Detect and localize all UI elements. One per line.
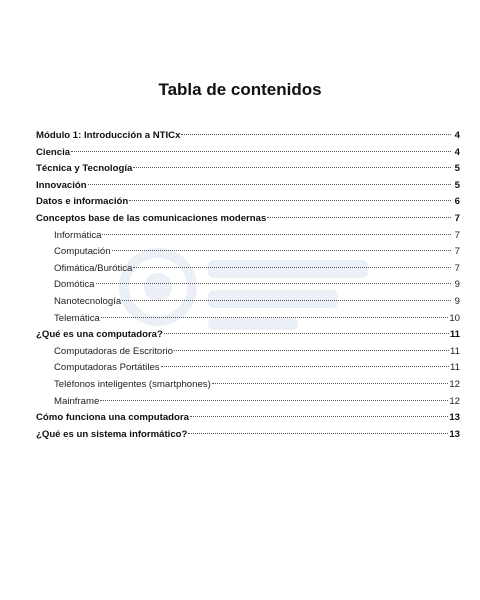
toc-entry-page: 7 <box>454 262 460 274</box>
toc-entry-page: 10 <box>449 312 460 324</box>
toc-entry[interactable] <box>36 427 460 444</box>
toc-entry[interactable] <box>36 228 460 245</box>
toc-entry-label: Conceptos base de las comunicaciones modernas <box>36 212 267 224</box>
toc-entry[interactable] <box>36 394 460 411</box>
toc-entry-page: 13 <box>449 412 460 424</box>
toc-entry[interactable] <box>36 178 460 195</box>
toc-entry-page: 11 <box>450 362 460 374</box>
toc-dot-leader <box>122 299 451 301</box>
toc-entry[interactable] <box>36 194 460 211</box>
toc-entry-page: 11 <box>450 345 460 357</box>
toc-dot-leader <box>174 349 449 351</box>
toc-dot-leader <box>190 415 448 417</box>
toc-entry-label: Informática <box>54 229 102 241</box>
toc-dot-leader <box>267 216 451 218</box>
toc-entry[interactable] <box>36 344 460 361</box>
toc-entry-page: 13 <box>449 428 460 440</box>
toc-entry-page: 4 <box>454 146 460 158</box>
toc-entry-page: 12 <box>449 395 460 407</box>
toc-dot-leader <box>212 382 449 384</box>
toc-entry-page: 7 <box>454 229 460 241</box>
table-of-contents <box>36 128 460 443</box>
toc-dot-leader <box>164 332 449 334</box>
toc-entry-label: Nanotecnología <box>54 295 122 307</box>
toc-entry-label: Computadoras de Escritorio <box>54 345 173 357</box>
toc-dot-leader <box>100 399 448 401</box>
toc-entry-label: Módulo 1: Introducción a NTICx <box>36 130 181 141</box>
toc-entry-label: Mainframe <box>54 395 100 407</box>
toc-entry[interactable] <box>36 360 460 377</box>
toc-entry-label: Técnica y Tecnología <box>36 163 133 175</box>
toc-entry-label: Domótica <box>54 279 95 291</box>
toc-dot-leader <box>129 199 451 201</box>
toc-entry-label: Teléfonos inteligentes (smartphones) <box>54 378 211 390</box>
toc-entry-label: ¿Qué es un sistema informático? <box>36 428 188 440</box>
toc-dot-leader <box>96 282 451 284</box>
toc-entry-label: ¿Qué es una computadora? <box>36 329 163 341</box>
toc-entry-page: 5 <box>454 179 460 191</box>
toc-entry-label: Computadoras Portátiles <box>54 362 160 374</box>
toc-entry-label: Cómo funciona una computadora <box>36 412 189 424</box>
toc-dot-leader <box>188 432 448 434</box>
toc-entry[interactable] <box>36 128 460 145</box>
toc-entry-label: Telemática <box>54 312 100 324</box>
toc-entry[interactable] <box>36 161 460 178</box>
toc-entry[interactable] <box>36 211 460 228</box>
toc-entry-label: Ofimática/Burótica <box>54 262 133 274</box>
toc-entry-label: Computación <box>54 246 111 258</box>
page-title: Tabla de contenidos <box>158 80 322 99</box>
toc-entry[interactable] <box>36 410 460 427</box>
toc-entry-label: Innovación <box>36 179 87 191</box>
toc-dot-leader <box>133 166 451 168</box>
toc-entry-label: Ciencia <box>36 146 71 158</box>
toc-dot-leader <box>112 249 451 251</box>
toc-entry[interactable] <box>36 145 460 162</box>
toc-entry[interactable] <box>36 244 460 261</box>
toc-entry-page: 7 <box>454 246 460 258</box>
toc-entry[interactable] <box>36 294 460 311</box>
toc-dot-leader <box>133 266 451 268</box>
toc-entry-page: 9 <box>454 279 460 291</box>
toc-dot-leader <box>88 183 451 185</box>
toc-entry-page: 11 <box>449 329 460 341</box>
toc-dot-leader <box>101 316 448 318</box>
toc-dot-leader <box>161 365 449 367</box>
toc-entry-label: Datos e información <box>36 196 129 208</box>
toc-entry-page: 5 <box>454 163 460 175</box>
toc-entry[interactable] <box>36 261 460 278</box>
toc-entry-page: 9 <box>454 295 460 307</box>
toc-dot-leader <box>181 133 451 135</box>
toc-entry-page: 7 <box>454 212 460 224</box>
toc-entry[interactable] <box>36 277 460 294</box>
toc-entry-page: 4 <box>454 130 460 141</box>
toc-entry[interactable] <box>36 327 460 344</box>
toc-entry-page: 6 <box>454 196 460 208</box>
toc-entry[interactable] <box>36 311 460 328</box>
toc-entry[interactable] <box>36 377 460 394</box>
toc-dot-leader <box>71 150 451 152</box>
toc-dot-leader <box>102 233 451 235</box>
toc-entry-page: 12 <box>449 378 460 390</box>
